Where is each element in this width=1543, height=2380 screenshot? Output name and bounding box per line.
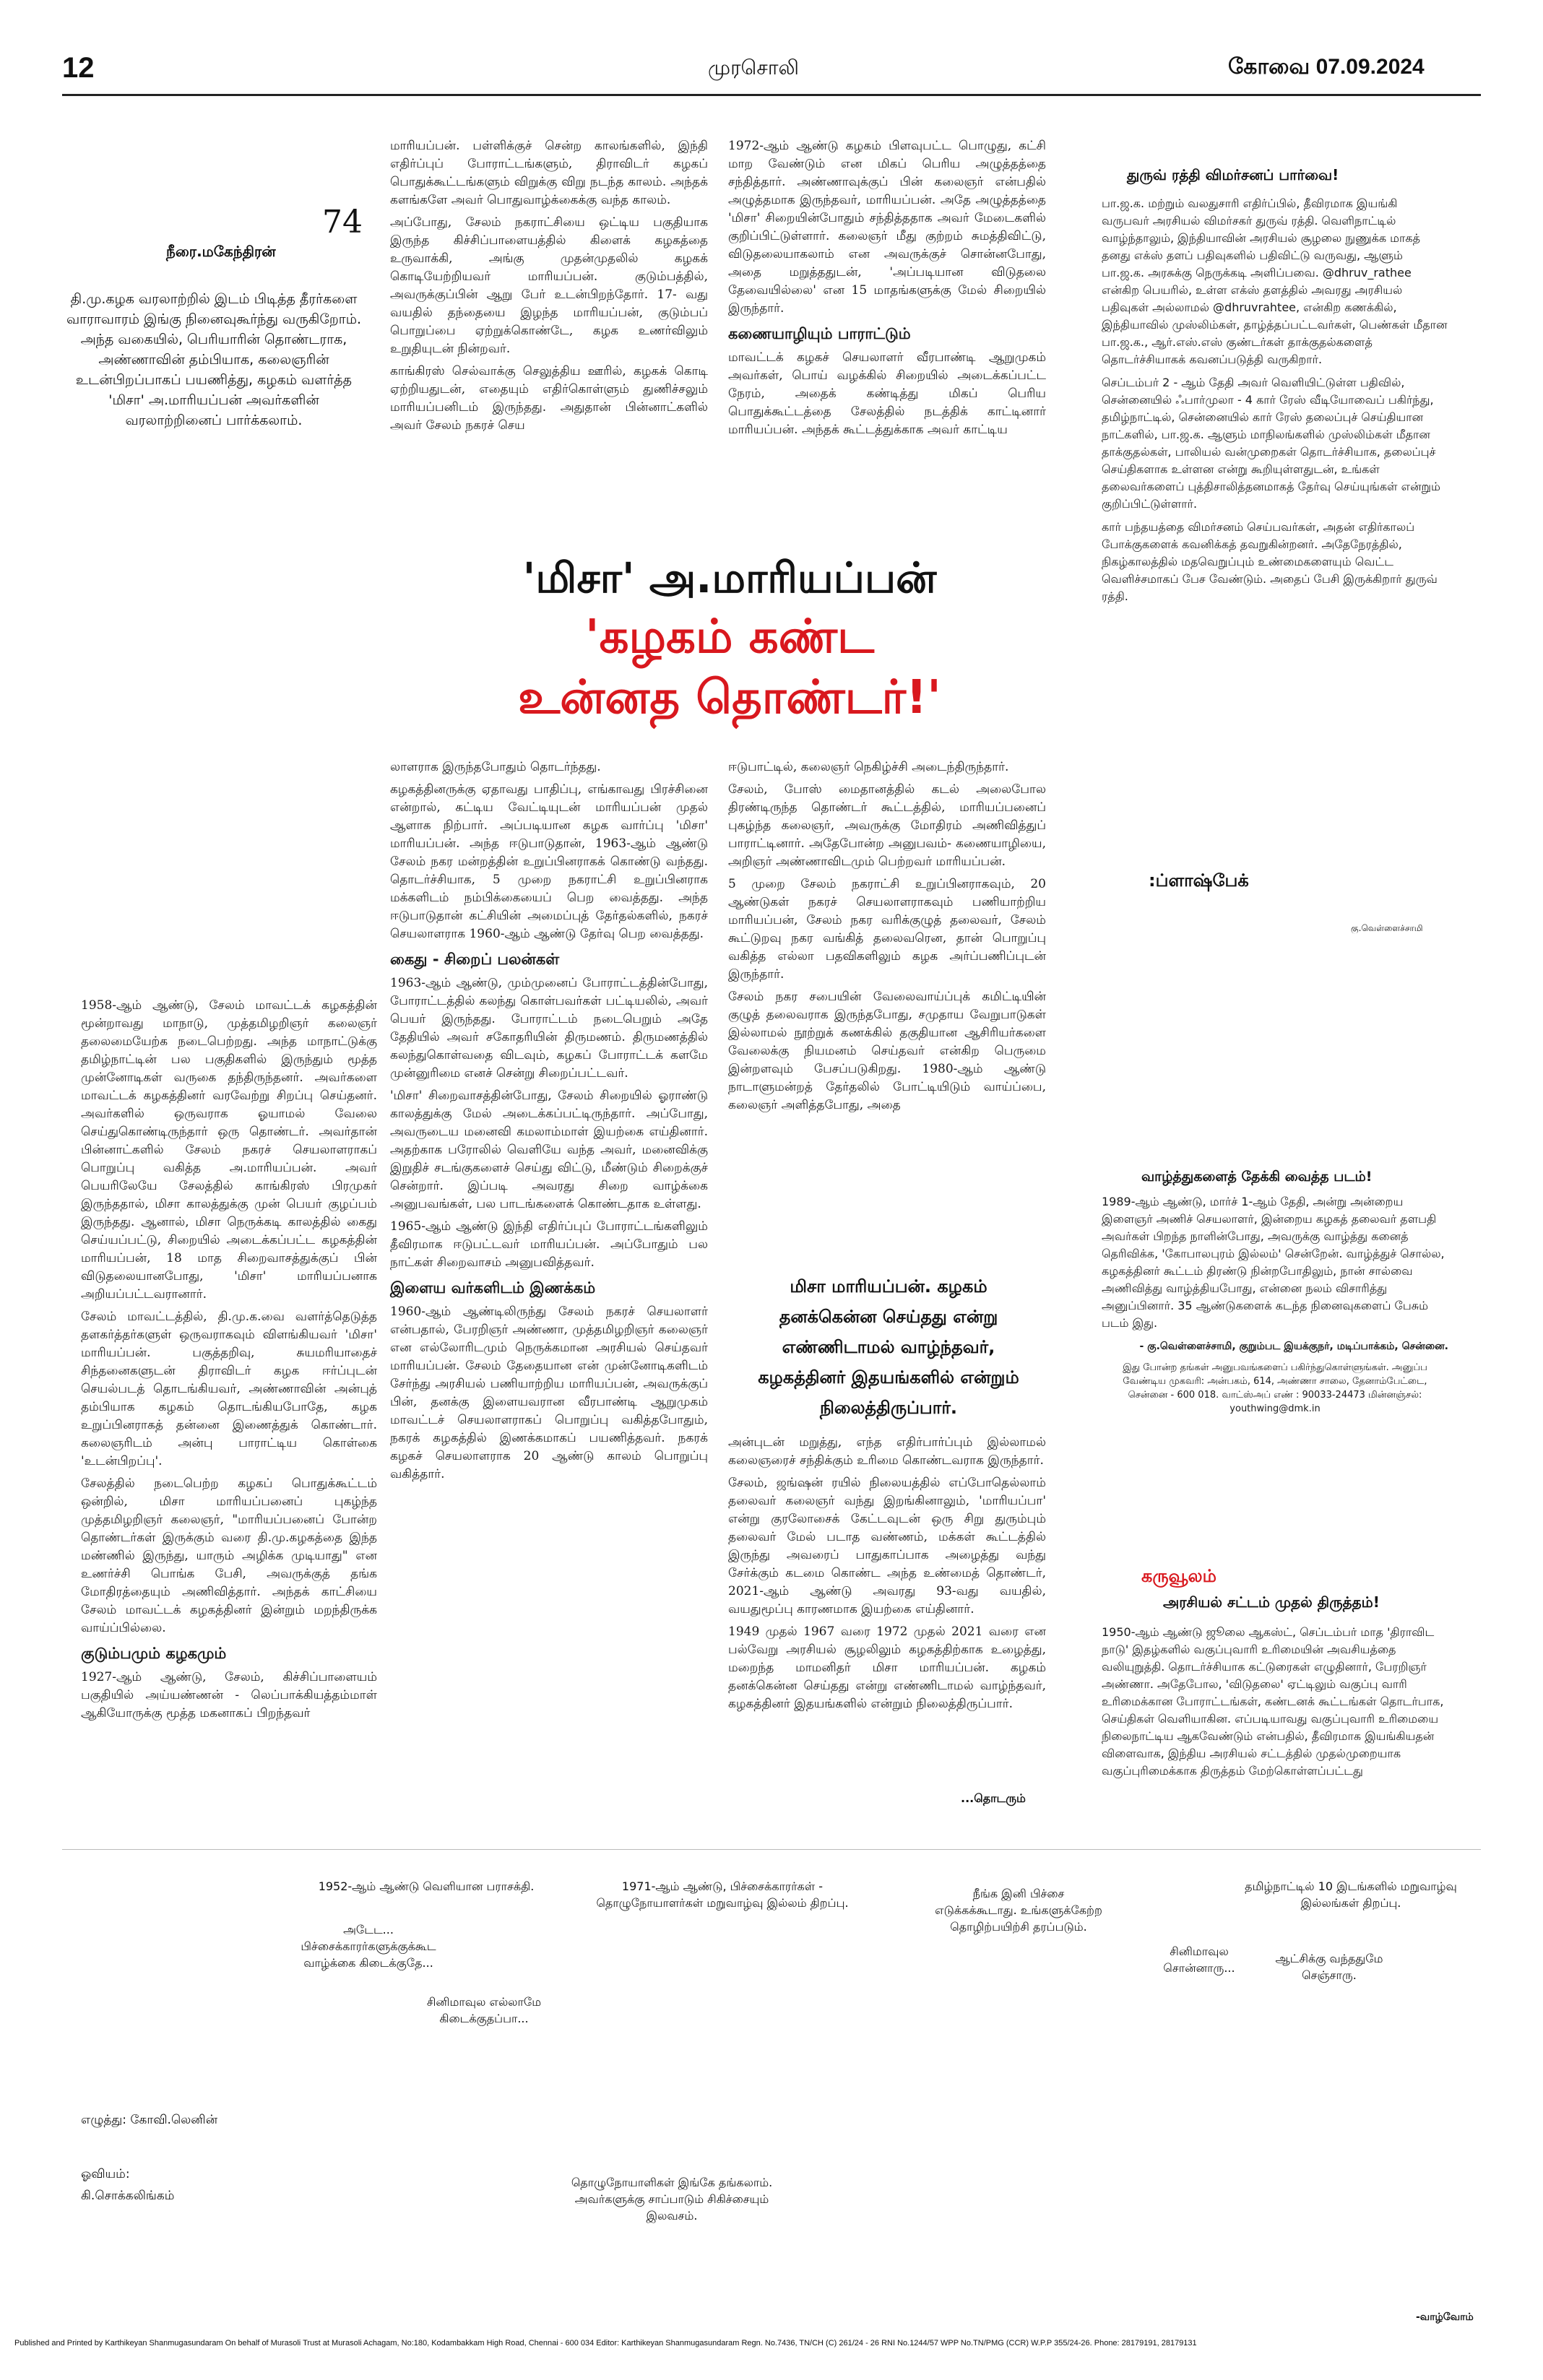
- series-number: 74: [322, 204, 363, 241]
- right-title-3: அரசியல் சட்டம் முதல் திருத்தம்!: [1163, 1593, 1380, 1611]
- article-paragraph: ஈடுபாட்டில், கலைஞர் நெகிழ்ச்சி அடைந்திருந்தார்.: [728, 760, 1009, 774]
- cartoon-speech: சினிமாவுல சொன்னாரு...: [1163, 1944, 1235, 1975]
- right-column-1: [1102, 195, 1448, 603]
- article-paragraph: 1949 முதல் 1967 வரை 1972 முதல் 2021 வரை என பல்வேறு அரசியல் சூழலிலும் கழகத்திற்காக உழைத்து, மறைந்த மாமனிதர் மிசா மாரியப்பன். கழகம் தனக்கென்ன செய்தது என்று எண்ணிடாமல் வாழ்ந்தவர், கழகத்தினர் இதயங்களில் என்றும் நிலைத்திருப்பார்.: [728, 1624, 1046, 1711]
- article-column-2-top: [390, 137, 708, 549]
- cartoon-speech: தொழுநோயாளிகள் இங்கே தங்கலாம். அவர்களுக்கு சாப்பாடும் சிகிச்சையும் இலவசம்.: [571, 2176, 773, 2223]
- right-paragraph: செப்டம்பர் 2 - ஆம் தேதி அவர் வெளியிட்டுள்ள பதிவில், சென்னையில் ஃபார்முலா - 4 கார் ரேஸ் வீடியோவைப் பகிர்ந்து, தமிழ்நாட்டில், சென்னையில் கார் ரேஸ் தலைப்புச் செய்தியான நாட்களில், பா.ஜ.க. ஆளும் மாநிலங்களில் முஸ்லிம்கள் மீதான தாக்குதல்கள், பாலியல் வன்முறைகள் தொடர்ச்சியாக, தலைப்புச் செய்திகளாக உள்ளன என்று கூறியுள்ளதுடன், உங்கள் தலைவர்களைப் புத்திசாலித்தனமாகத் தேர்வு செய்யுங்கள் என்றும் குறிப்பிட்டுள்ளார்.: [1102, 376, 1440, 511]
- article-paragraph: 5 முறை சேலம் நகராட்சி உறுப்பினராகவும், 20 ஆண்டுகள் நகரச் செயலாளராகவும் பணியாற்றிய மாரியப்பன், சேலம் நகர வரிக்குழுத் தலைவர், சேலம் கூட்டுறவு நகர வங்கித் தலைவரென, தான் பொறுப்பு வகித்த எல்லா பதவிகளிலும் கழக அர்ப்பணிப்புடன் இருந்தார்.: [728, 877, 1046, 982]
- cartoon-artist: ஓவியம்: கி.சொக்கலிங்கம்: [81, 2167, 175, 2203]
- article-paragraph: மாவட்டக் கழகச் செயலாளர் வீரபாண்டி ஆறுமுகம் அவர்கள், பொய் வழக்கில் சிறையில் அடைக்கப்பட்ட நேரம், அதைக் கண்டித்து மிகப் பெரிய பொதுக்கூட்டத்தை சேலத்தில் நடத்திக் காட்டினார் மாரியப்பன். அந்தக் கூட்டத்துக்காக அவர் காட்டிய: [728, 350, 1046, 437]
- subheading: கணையாழியும் பாராட்டும்: [728, 325, 911, 342]
- article-paragraph: 1963-ஆம் ஆண்டு, மும்முனைப் போராட்டத்தின்போது, போராட்டத்தில் கலந்து கொள்பவர்கள் பட்டியலில், அவர் பெயர் இருந்தது. போராட்டம் நடைபெறும் அதே தேதியில் அவர் சகோதரியின் திருமணம். திருமணத்தில் கலந்துகொள்வதை விடவும், கழகப் போராட்டக் களமே முன்னுரிமை எனச் சென்று சிறைப்பட்டவர்.: [390, 976, 708, 1081]
- flashback-credit: கு.வெள்ளைச்சாமி: [1351, 923, 1423, 933]
- right-paragraph: பா.ஜ.க. மற்றும் வலதுசாரி எதிர்ப்பில், தீவிரமாக இயங்கி வருபவர் அரசியல் விமர்சகர் துருவ் ரத்தி. வெளிநாட்டில் வாழ்ந்தாலும், இந்தியாவின் அரசியல் சூழலை நுணுக்க மாகத் தனது எக்ஸ் தளப் பதிவுகளில் பதிவிட்டு வருவது, ஆளும் பா.ஜ.க. அரசுக்கு நெருக்கடி அளிப்பவை. @dhruv_rathee என்கிற பெயரில், உள்ள எக்ஸ் தளத்தில் அவரது அரசியல் பதிவுகள் அல்லாமல் @dhruvrahtee, என்கிற கணக்கில், இந்தியாவில் முஸ்லிம்கள், தாழ்த்தப்பட்டவர்கள், பெண்கள் மீதான பா.ஜ.க., ஆர்.எஸ்.எஸ் குண்டர்கள் தாக்குதல்களைத் தொடர்ச்சியாகக் கவனப்படுத்தி வருகிறார்.: [1102, 196, 1448, 366]
- strip-end: -வாழ்வோம்: [1416, 2311, 1474, 2323]
- page-number: 12: [62, 52, 95, 84]
- article-paragraph: மாரியப்பன். பள்ளிக்குச் சென்ற காலங்களில், இந்தி எதிர்ப்புப் போராட்டங்களும், திராவிடர் கழகப் பொதுக்கூட்டங்களும் விறுக்கு விறு நடந்த காலம். அந்தக் களங்களே அவர் பொதுவாழ்க்கைக்கு வந்த காலம்.: [390, 139, 708, 207]
- series-author: நீரை.மகேந்திரன்: [166, 243, 276, 260]
- headline-line-3: உன்னத தொண்டர்!': [518, 671, 941, 724]
- headline: [405, 549, 1055, 728]
- continued-note: ...தொடரும்: [961, 1791, 1026, 1805]
- right-credit: - கு.வெள்ளைச்சாமி, குறும்பட இயக்குநர், மடிப்பாக்கம், சென்னை.: [1139, 1341, 1448, 1352]
- article-column-3-end: [728, 1434, 1046, 1780]
- article-paragraph: 1965-ஆம் ஆண்டு இந்தி எதிர்ப்புப் போராட்டங்களிலும் தீவிரமாக ஈடுபட்டவர் மாரியப்பன். அப்போதும் பல நாட்கள் சிறைவாசம் அனுபவித்தவர்.: [390, 1219, 708, 1270]
- article-paragraph: சேலம் மாவட்டத்தில், தி.மு.க.வை வளர்த்தெடுத்த தளகர்த்தர்களுள் ஒருவராகவும் விளங்கியவர் 'மிசா' மாரியப்பன். பகுத்தறிவு, சுயமரியாதைச் சிந்தனைகளுடன் திராவிடர் கழக ஈர்ப்புடன் செயல்படத் தொடங்கியவர், அண்ணாவின் அன்புத் தம்பியாக கழகம் தொடங்கியபோதே, கழக உறுப்பினராகத் தன்னை இணைத்துக் கொண்டார். கலைஞரிடம் அன்பு பாராட்டிய கொள்கை 'உடன்பிறப்பு'.: [81, 1310, 377, 1468]
- pull-quote: மிசா மாரியப்பன். கழகம் தனக்கென்ன செய்தது என்று எண்ணிடாமல் வாழ்ந்தவர், கழகத்தினர் இதயங்களில் என்றும் நிலைத்திருப்பார்.: [758, 1276, 1019, 1418]
- right-paragraph: 1989-ஆம் ஆண்டு, மார்ச் 1-ஆம் தேதி, அன்று அன்றைய இளைஞர் அணிச் செயலாளர், இன்றைய கழகத் தலைவர் தளபதி அவர்கள் பிறந்த நாளின்போது, அவருக்கு வாழ்த்து கனைத் தெரிவிக்க, 'கோபாலபுரம் இல்லம்' சென்றேன். வாழ்த்துச் சொல்ல, கழகத்தினர் கூட்டம் திரண்டு நின்றபோதிலும், நான் சால்வை அணிவித்து வாழ்த்தியபோது, என்னை நலம் விசாரித்து அனுப்பினார். 35 ஆண்டுகளைக் கடந்த நினைவுகளைப் பேசும் படம் இது.: [1102, 1195, 1445, 1330]
- article-column-3-bottom: [728, 758, 1046, 1271]
- article-paragraph: 1972-ஆம் ஆண்டு கழகம் பிளவுபட்ட பொழுது, கட்சி மாற வேண்டும் என மிகப் பெரிய அழுத்தத்தை சந்தித்தார். அண்ணாவுக்குப் பின் கலைஞர் என்பதில் அழுத்தமாக இருந்தவர், மாரியப்பன். அதே அழுத்தத்தை 'மிசா' சிறையின்போதும் சந்தித்ததாக அவர் மேடைகளில் குறிப்பிட்டுள்ளார். கலைஞர் மீது குற்றம் சுமத்திவிட்டு, விடுதலையாகலாம் என அவருக்குச் சொன்னபோது, அதை மறுத்ததுடன், 'அப்படியான விடுதலை தேவையில்லை' என 15 மாதங்களுக்கு மேல் சிறையில் இருந்தார்.: [728, 139, 1046, 316]
- imprint-footer: Published and Printed by Karthikeyan Shanmugasundaram On behalf of Murasoli Trust at Murasoli Achagam, No:180, Kodambakkam High Road, Chennai - 600 034 Editor: Karthikeyan Shanmugasundaram Regn. No.7436, TN/CH (C) 261/24 - 26 RNI No.1244/57 WPP No.TN/PMG (CCR) W.P.P 355/24-26. Phone: 28179191, 28179131: [14, 2339, 1197, 2347]
- article-paragraph: லாளராக இருந்தபோதும் தொடர்ந்தது.: [390, 760, 601, 774]
- cartoon-caption: 1971-ஆம் ஆண்டு, பிச்சைக்காரர்கள் - தொழுநோயாளர்கள் மறுவாழ்வு இல்லம் திறப்பு.: [596, 1879, 849, 1910]
- contact-note: இது போன்ற தங்கள் அனுபவங்களைப் பகிர்ந்துகொள்ளுங்கள். அனுப்ப வேண்டிய முகவரி: அன்பகம், 614, அண்ணா சாலை, தேனாம்பேட்டை, சென்னை - 600 018. வாட்ஸ்அப் எண் : 90033-24473 மின்னஞ்சல்: youthwing@dmk.in: [1123, 1362, 1427, 1414]
- article-paragraph: அன்புடன் மறுத்து, எந்த எதிர்பார்ப்பும் இல்லாமல் கலைஞரைச் சந்திக்கும் உரிமை கொண்டவராக இருந்தார்.: [728, 1435, 1046, 1468]
- karuvoolam-title: கருவூலம்: [1141, 1566, 1216, 1586]
- article-column-3-top: [728, 137, 1046, 549]
- cartoon-caption: தமிழ்நாட்டில் 10 இடங்களில் மறுவாழ்வு இல்லங்கள் திறப்பு.: [1245, 1879, 1457, 1910]
- headline-line-1: 'மிசா' அ.மாரியப்பன்: [522, 553, 937, 602]
- cartoon-speech: அடேட... பிச்சைக்காரர்களுக்குக்கூட வாழ்க்கை கிடைக்குதே...: [301, 1923, 436, 1970]
- subheading: கைது - சிறைப் பலன்கள்: [390, 951, 560, 968]
- article-paragraph: 1958-ஆம் ஆண்டு, சேலம் மாவட்டக் கழகத்தின் மூன்றாவது மாநாடு, முத்தமிழறிஞர் கலைஞர் தலைமையேற்க நடைபெற்றது. அந்த மாநாட்டுக்கு தமிழ்நாட்டின் பல பகுதிகளில் இருந்தும் மூத்த முன்னோடிகள் வருகை தந்திருந்தனர். அவர்களை மாவட்டக் கழகத்தினர் வரவேற்று சிறப்பு செய்தனர். அவர்களில் ஒருவராக ஓயாமல் வேலை செய்துகொண்டிருந்தார் ஒரு தொண்டர். அவர்தான் பின்னாட்களில் சேலம் நகரச் செயலாளராகப் பொறுப்பு வகித்த அ.மாரியப்பன். அவர் பெயரிலேயே சேலத்தில் காங்கிரஸ் பிரமுகர் இருந்ததால், மிசா காலத்துக்கு முன் பெயர் குழப்பம் இருந்தது. ஆனால், மிசா நெருக்கடி காலத்தில் கைது செய்யப்பட்டு, சிறையில் அடைக்கப்பட்ட கழகத்தின் மாரியப்பன், 18 மாத சிறைவாசத்துக்குப் பின் விடுதலையானபோது, 'மிசா' மாரியப்பனாக அறியப்பட்டவரானார்.: [81, 998, 377, 1302]
- paper-name: முரசொலி: [708, 56, 799, 79]
- strip-divider: [62, 1849, 1481, 1850]
- flashback-title: :ப்ளாஷ்பேக்: [1149, 870, 1249, 891]
- series-intro: தி.மு.கழக வரலாற்றில் இடம் பிடித்த தீரர்களை வாராவாரம் இங்கு நினைவுகூர்ந்து வருகிறோம். அந்த வகையில், பெரியாரின் தொண்டராக, அண்ணாவின் தம்பியாக, கலைஞரின் உடன்பிறப்பாகப் பயணித்து, கழகம் வளர்த்த 'மிசா' அ.மாரியப்பன் அவர்களின் வரலாற்றினைப் பார்க்கலாம்.: [66, 291, 362, 428]
- article-paragraph: சேலம் நகர சபையின் வேலைவாய்ப்புக் கமிட்டியின் குழுத் தலைவராக இருந்தபோது, சமுதாய வேறுபாடுகள் இல்லாமல் நூற்றுக் கணக்கில் தகுதியான ஆசிரியர்களை வேலைக்கு நியமனம் செய்தவர் என்கிற பெருமை இன்றளவும் பேசப்படுகிறது. 1980-ஆம் ஆண்டு நாடாளுமன்றத் தேர்தலில் போட்டியிடும் வாய்ப்பை, கலைஞர் அளித்தபோது, அதை: [728, 990, 1046, 1112]
- headline-line-2: 'கழகம் கண்ட: [584, 610, 875, 664]
- article-paragraph: சேலம், ஜங்ஷன் ரயில் நிலையத்தில் எப்போதெல்லாம் தலைவர் கலைஞர் வந்து இறங்கினாலும், 'மாரியப்பா' என்று குரலோசைக் கேட்டவுடன் ஒரு சிறு துரும்பும் தலைவர் மேல் படாத வண்ணம், மக்கள் கூட்டத்தில் இருந்து அவரைப் பாதுகாப்பாக அழைத்து வந்து சேர்க்கும் கடமை கொண்ட அந்த உண்மைத் தொண்டர், 2021-ஆம் ஆண்டு அவரது 93-வது வயதில், வயதுமூப்பு காரணமாக இயற்கை எய்தினார்.: [728, 1476, 1046, 1617]
- right-title-2: வாழ்த்துகளைத் தேக்கி வைத்த படம்!: [1141, 1169, 1373, 1185]
- article-column-2-bottom: [390, 758, 708, 1827]
- article-paragraph: காங்கிரஸ் செல்வாக்கு செலுத்திய ஊரில், கழகக் கொடி ஏற்றியதுடன், எதையும் எதிர்கொள்ளும் துணிச்சலும் மாரியப்பனிடம் இருந்தது. அதுதான் பின்னாட்களில் அவர் சேலம் நகரச் செய: [390, 364, 708, 433]
- right-title-1: துருவ் ரத்தி விமர்சனப் பார்வை!: [1127, 166, 1339, 183]
- subheading: இளைய வர்களிடம் இணக்கம்: [390, 1279, 596, 1297]
- article-paragraph: சேலம், போஸ் மைதானத்தில் கடல் அலைபோல திரண்டிருந்த தொண்டர் கூட்டத்தில், மாரியப்பனைப் புகழ்ந்த கலைஞர், அவருக்கு மோதிரம் அணிவித்துப் பாராட்டினார். அதேபோன்ற அனுபவம்- கணையாழியை, அறிஞர் அண்ணாவிடமும் பெற்றவர் மாரியப்பன்.: [728, 782, 1046, 869]
- article-paragraph: 'மிசா' சிறைவாசத்தின்போது, சேலம் சிறையில் ஓராண்டு காலத்துக்கு மேல் அடைக்கப்பட்டிருந்தார். அப்போது, அவருடைய மனைவி கமலாம்மாள் இயற்கை எய்தினார். அதற்காக பரோலில் வெளியே வந்த அவர், மனைவிக்கு இறுதிச் சடங்குகளைச் செய்து விட்டு, மீண்டும் சிறைக்குச் சென்றார். இப்படி அவரது சிறை வாழ்க்கை அனுபவங்கள், பல பாடங்களைக் கொண்டதாக உள்ளது.: [390, 1089, 708, 1211]
- cartoon-caption: 1952-ஆம் ஆண்டு வெளியான பராசக்தி.: [318, 1879, 535, 1893]
- article-paragraph: அப்போது, சேலம் நகராட்சியை ஒட்டிய பகுதியாக இருந்த கிச்சிப்பாளையத்தில் கிளைக் கழகத்தை உருவாக்கி, அங்கு முதன்முதலில் கழகக் கொடியேற்றியவர் மாரியப்பன். குடும்பத்தில், அவருக்குப்பின் ஆறு பேர் உடன்பிறந்தோர். 17- வது வயதில் தந்தையை இழந்த மாரியப்பன், குடும்பப் பொறுப்பை ஏற்றுக்கொண்டே, கழக உணர்விலும் உறுதியுடன் நின்றவர்.: [390, 215, 708, 356]
- right-column-3: [1102, 1624, 1448, 1797]
- subheading: குடும்பமும் கழகமும்: [81, 1645, 227, 1662]
- cartoon-speech: ஆட்சிக்கு வந்ததுமே செஞ்சாரு.: [1275, 1952, 1383, 1982]
- edition-date: கோவை 07.09.2024: [1228, 55, 1425, 79]
- header-rule: [62, 94, 1481, 96]
- article-paragraph: 1927-ஆம் ஆண்டு, சேலம், கிச்சிப்பாளையம் பகுதியில் அய்யண்ணன் - லெப்பாக்கியத்தம்மாள் ஆகியோருக்கு மூத்த மகனாகப் பிறந்தவர்: [81, 1670, 377, 1721]
- article-paragraph: சேலத்தில் நடைபெற்ற கழகப் பொதுக்கூட்டம் ஒன்றில், மிசா மாரியப்பனைப் புகழ்ந்த முத்தமிழறிஞர் கலைஞர், "மாரியப்பனைப் போன்ற தொண்டர்கள் இருக்கும் வரை தி.மு.கழகத்தை இந்த மண்ணில் இருந்து, யாரும் அழிக்க முடியாது" என உணர்ச்சி பொங்க பேசி, அவருக்குத் தங்க மோதிரத்தையும் அணிவித்தார். அந்தக் காட்சியை சேலம் மாவட்டக் கழகத்தினர் இன்றும் மறந்திருக்க வாய்ப்பில்லை.: [81, 1476, 377, 1635]
- cartoon-writer: எழுத்து: கோவி.லெனின்: [81, 2113, 218, 2127]
- article-paragraph: 1960-ஆம் ஆண்டிலிருந்து சேலம் நகரச் செயலாளர் என்பதால், பேரறிஞர் அண்ணா, முத்தமிழறிஞர் கலைஞர் என எல்லோரிடமும் நெருக்கமான அரசியல் செய்தவர் மாரியப்பன். சேலம் தேதையான என் முன்னோடிகளிடம் சேர்ந்து அரசியல் பணியாற்றிய மாரியப்பன், அவருக்குப் பின், தனக்கு இளையவரான வீரபாண்டி ஆறுமுகம் மாவட்டச் செயலாளராகப் பொறுப்பு வகித்தபோதும், நகரக் கழகத்தில் இணக்கமாகப் பயணித்தவர். நகரக் கழகச் செயலாளராக 20 ஆண்டு காலம் பொறுப்பு வகித்தார்.: [390, 1304, 708, 1481]
- right-paragraph: 1950-ஆம் ஆண்டு ஜூலை ஆகஸ்ட், செப்டம்பர் மாத 'திராவிட நாடு' இதழ்களில் வகுப்புவாரி உரிமையின் அவசியத்தை வலியுறுத்தி. தொடர்ச்சியாக கட்டுரைகள் எழுதினார், பேரறிஞர் அண்ணா. அதேபோல, 'விடுதலை' ஏட்டிலும் வகுப்பு வாரி உரிமைக்கான போராட்டங்கள், கண்டனக் கூட்டங்கள் தொடர்பாக, செய்திகள் வெளியாகின. எப்படியாவது வகுப்புவாரி உரிமையை நிலைநாட்டிய ஆகவேண்டும் என்பதில், தீவிரமாக இயங்கியதன் விளைவாக, இந்திய அரசியல் சட்டத்தில் முதல்முறையாக வகுப்புரிமைக்காக திருத்தம் மேற்கொள்ளப்பட்டது: [1102, 1625, 1444, 1778]
- article-paragraph: கழகத்தினருக்கு ஏதாவது பாதிப்பு, எங்காவது பிரச்சினை என்றால், கட்டிய வேட்டியுடன் மாரியப்பன் முதல் ஆளாக நிற்பார். அப்படியான கழக வார்ப்பு 'மிசா' மாரியப்பன். அந்த ஈடுபாடுதான், 1963-ஆம் ஆண்டு சேலம் நகர மன்றத்தின் உறுப்பினராகக் கொண்டு வந்தது. தொடர்ச்சியாக, 5 முறை நகராட்சி உறுப்பினராக மக்களிடம் நம்பிக்கையைப் பெற வைத்தது. அந்த ஈடுபாடுதான் கட்சியின் அமைப்புத் தேர்தல்களில், நகரச் செயலாளராக 1960-ஆம் ஆண்டு தேர்வு பெற வைத்தது.: [390, 782, 708, 941]
- cartoon-speech: சினிமாவுல எல்லாமே கிடைக்குதப்பா...: [426, 1995, 542, 2025]
- right-column-2: [1102, 1193, 1448, 1424]
- cartoon-speech: நீங்க இனி பிச்சை எடுக்கக்கூடாது. உங்களுக்கேற்ற தொழிற்பயிற்சி தரப்படும்.: [935, 1887, 1102, 1934]
- right-paragraph: கார் பந்தயத்தை விமர்சனம் செய்பவர்கள், அதன் எதிர்காலப் போக்குகளைக் கவனிக்கத் தவறுகின்றனர். அதேநேரத்தில், நிகழ்காலத்தில் மதவெறுப்பும் உண்மைகளையும் வெட்ட வெளிச்சமாகப் பேச வேண்டும். அதைப் பேசி இருக்கிறார் துருவ் ரத்தி.: [1102, 520, 1438, 603]
- article-column-1: [81, 997, 377, 1791]
